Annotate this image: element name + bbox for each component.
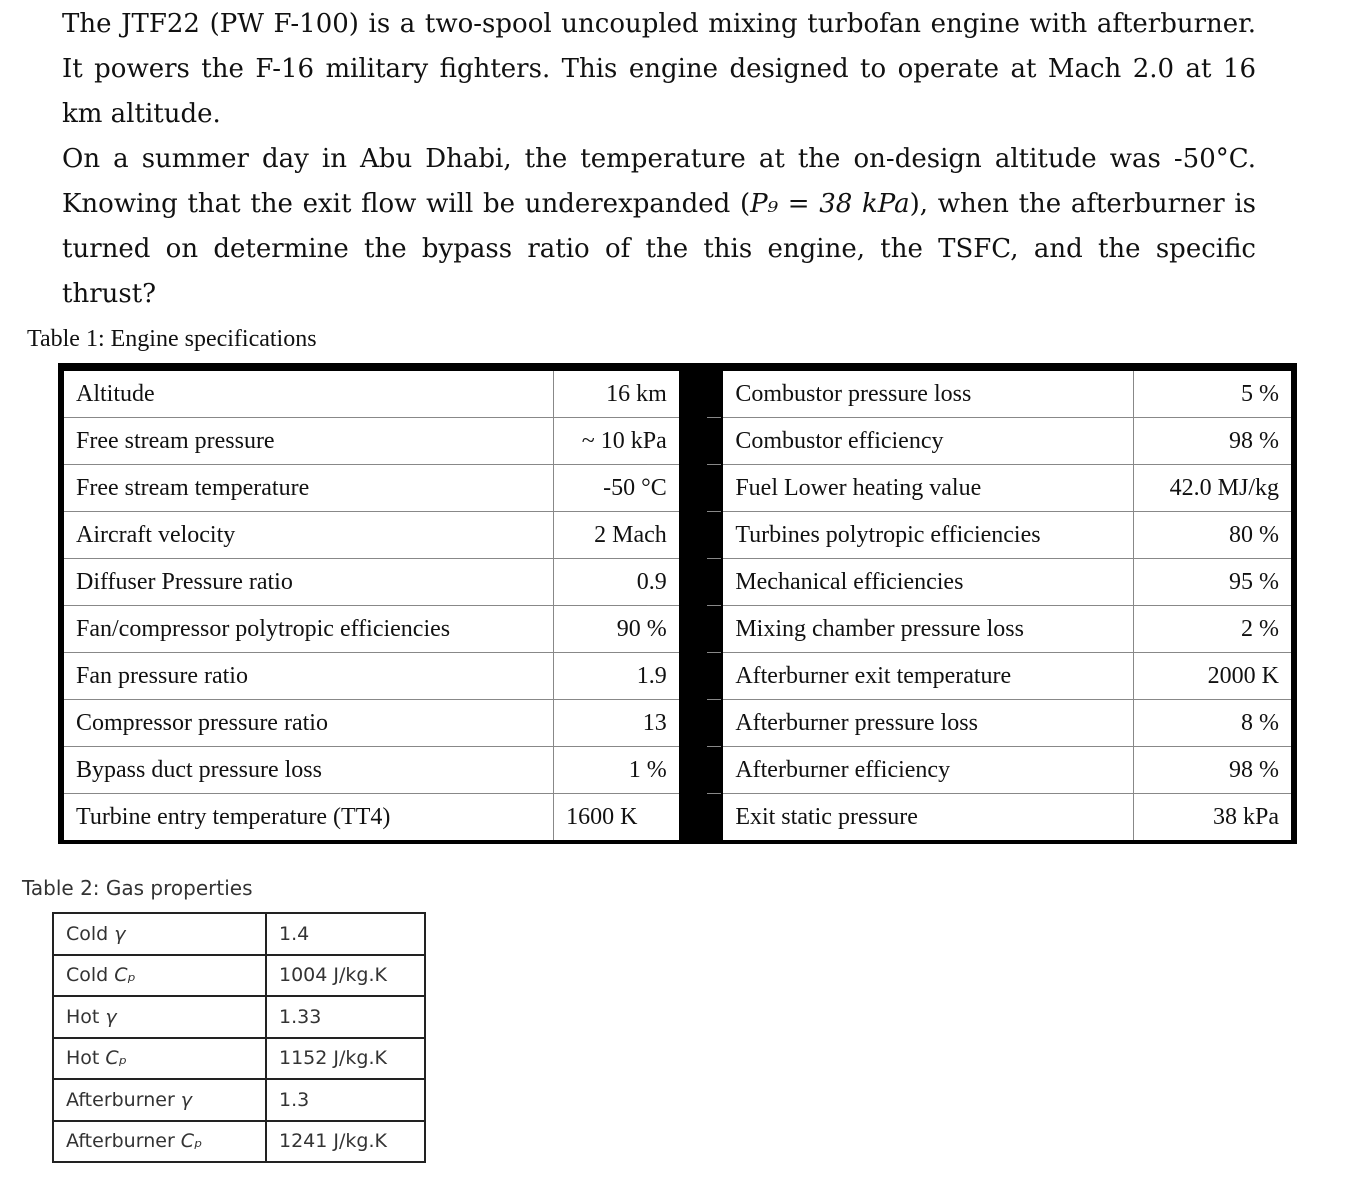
gas-row [53,913,425,955]
spec-value: 16 km [554,371,693,418]
spec-label: Altitude [64,371,554,418]
spec-value: ~ 10 kPa [554,418,693,465]
spec-label: Turbine entry temperature (TT4) [64,794,554,841]
gas-property-value: 1.3 [266,1079,425,1121]
spec-label: Exit static pressure [722,794,1133,841]
column-divider [693,465,723,512]
spec-label: Compressor pressure ratio [64,700,554,747]
spec-label: Afterburner efficiency [722,747,1133,794]
gas-symbol: γ [105,1005,117,1028]
gas-row [53,955,425,997]
problem-text-b: ), when the afterburner is turned on determine the bypass ratio of the this engine, the TSFC, and the specific thrust? [62,189,1256,309]
column-divider [693,653,723,700]
spec-value: -50 °C [554,465,693,512]
spec-row [64,606,1291,653]
spec-value: 2000 K [1134,653,1291,700]
gas-property-label [53,1121,266,1163]
spec-row [64,465,1291,512]
spec-label: Mechanical efficiencies [722,559,1133,606]
problem-paragraph-1: The JTF22 (PW F-100) is a two-spool uncoupled mixing turbofan engine with afterburner. It powers the F-16 military fighters. This engine designed to operate at Mach 2.0 at 16 km altitude. [62,9,1256,129]
spec-value: 98 % [1134,747,1291,794]
column-divider [693,559,723,606]
spec-value: 5 % [1134,371,1291,418]
spec-value: 1.9 [554,653,693,700]
spec-label: Diffuser Pressure ratio [64,559,554,606]
gas-property-label [53,955,266,997]
column-divider [693,747,723,794]
spec-label: Combustor pressure loss [722,371,1133,418]
gas-name: Cold [66,922,109,945]
gas-property-value: 1004 J/kg.K [266,955,425,997]
gas-symbol: γ [114,922,126,945]
gas-name: Hot [66,1005,100,1028]
gas-symbol: Cₚ [114,964,136,987]
spec-label: Afterburner exit temperature [722,653,1133,700]
spec-value: 2 Mach [554,512,693,559]
gas-row [53,996,425,1038]
column-divider [693,371,723,418]
gas-properties-table [52,912,426,1163]
spec-label: Free stream temperature [64,465,554,512]
gas-property-value: 1.4 [266,913,425,955]
gas-name: Afterburner [66,1130,175,1153]
problem-paragraph-2 [62,137,1256,317]
spec-value: 1600 K [566,803,638,830]
spec-label: Aircraft velocity [64,512,554,559]
gas-property-label [53,1079,266,1121]
gas-name: Hot [66,1047,100,1070]
spec-label: Fuel Lower heating value [722,465,1133,512]
column-divider [693,606,723,653]
spec-value: 13 [554,700,693,747]
spec-row [64,559,1291,606]
exit-pressure-expression: P₉ = 38 kPa [750,189,910,219]
spec-value: 98 % [1134,418,1291,465]
gas-symbol: γ [180,1088,193,1111]
gas-property-value: 1.33 [266,996,425,1038]
table2-caption: Table 2: Gas properties [22,876,253,900]
gas-row [53,1121,425,1163]
spec-label: Combustor efficiency [722,418,1133,465]
spec-row [64,653,1291,700]
spec-label: Bypass duct pressure loss [64,747,554,794]
column-divider [693,794,723,841]
gas-property-value: 1152 J/kg.K [266,1038,425,1080]
spec-value: 90 % [554,606,693,653]
spec-value: 0.9 [554,559,693,606]
spec-value: 1 % [554,747,693,794]
spec-row [64,418,1291,465]
spec-row [64,794,1291,841]
spec-label: Afterburner pressure loss [722,700,1133,747]
engine-spec-table [64,371,1291,840]
problem-text-a: On a summer day in Abu Dhabi, the temperature at the on-design altitude was -50°C. Knowing that the exit flow will be underexpanded ( [62,144,1256,219]
gas-property-label [53,913,266,955]
gas-row [53,1038,425,1080]
spec-row [64,700,1291,747]
gas-property-label [53,1038,266,1080]
spec-value: 2 % [1134,606,1291,653]
spec-value: 8 % [1134,700,1291,747]
gas-property-value: 1241 J/kg.K [266,1121,425,1163]
spec-row [64,747,1291,794]
gas-symbol: Cₚ [180,1130,203,1153]
spec-value: 42.0 MJ/kg [1134,465,1291,512]
spec-label: Turbines polytropic efficiencies [722,512,1133,559]
spec-value: 95 % [1134,559,1291,606]
gas-name: Afterburner [66,1088,175,1111]
column-divider [693,700,723,747]
engine-spec-table-frame [58,363,1297,844]
gas-row [53,1079,425,1121]
spec-label: Free stream pressure [64,418,554,465]
spec-row [64,371,1291,418]
gas-symbol: Cₚ [105,1047,127,1070]
problem-statement [62,2,1256,317]
spec-value: 80 % [1134,512,1291,559]
spec-label: Fan pressure ratio [64,653,554,700]
spec-label: Fan/compressor polytropic efficiencies [64,606,554,653]
gas-name: Cold [66,964,109,987]
column-divider [693,418,723,465]
table1-caption: Table 1: Engine specifications [27,326,317,352]
spec-row [64,512,1291,559]
spec-label: Mixing chamber pressure loss [722,606,1133,653]
gas-property-label [53,996,266,1038]
column-divider [693,512,723,559]
spec-value: 38 kPa [1134,794,1291,841]
